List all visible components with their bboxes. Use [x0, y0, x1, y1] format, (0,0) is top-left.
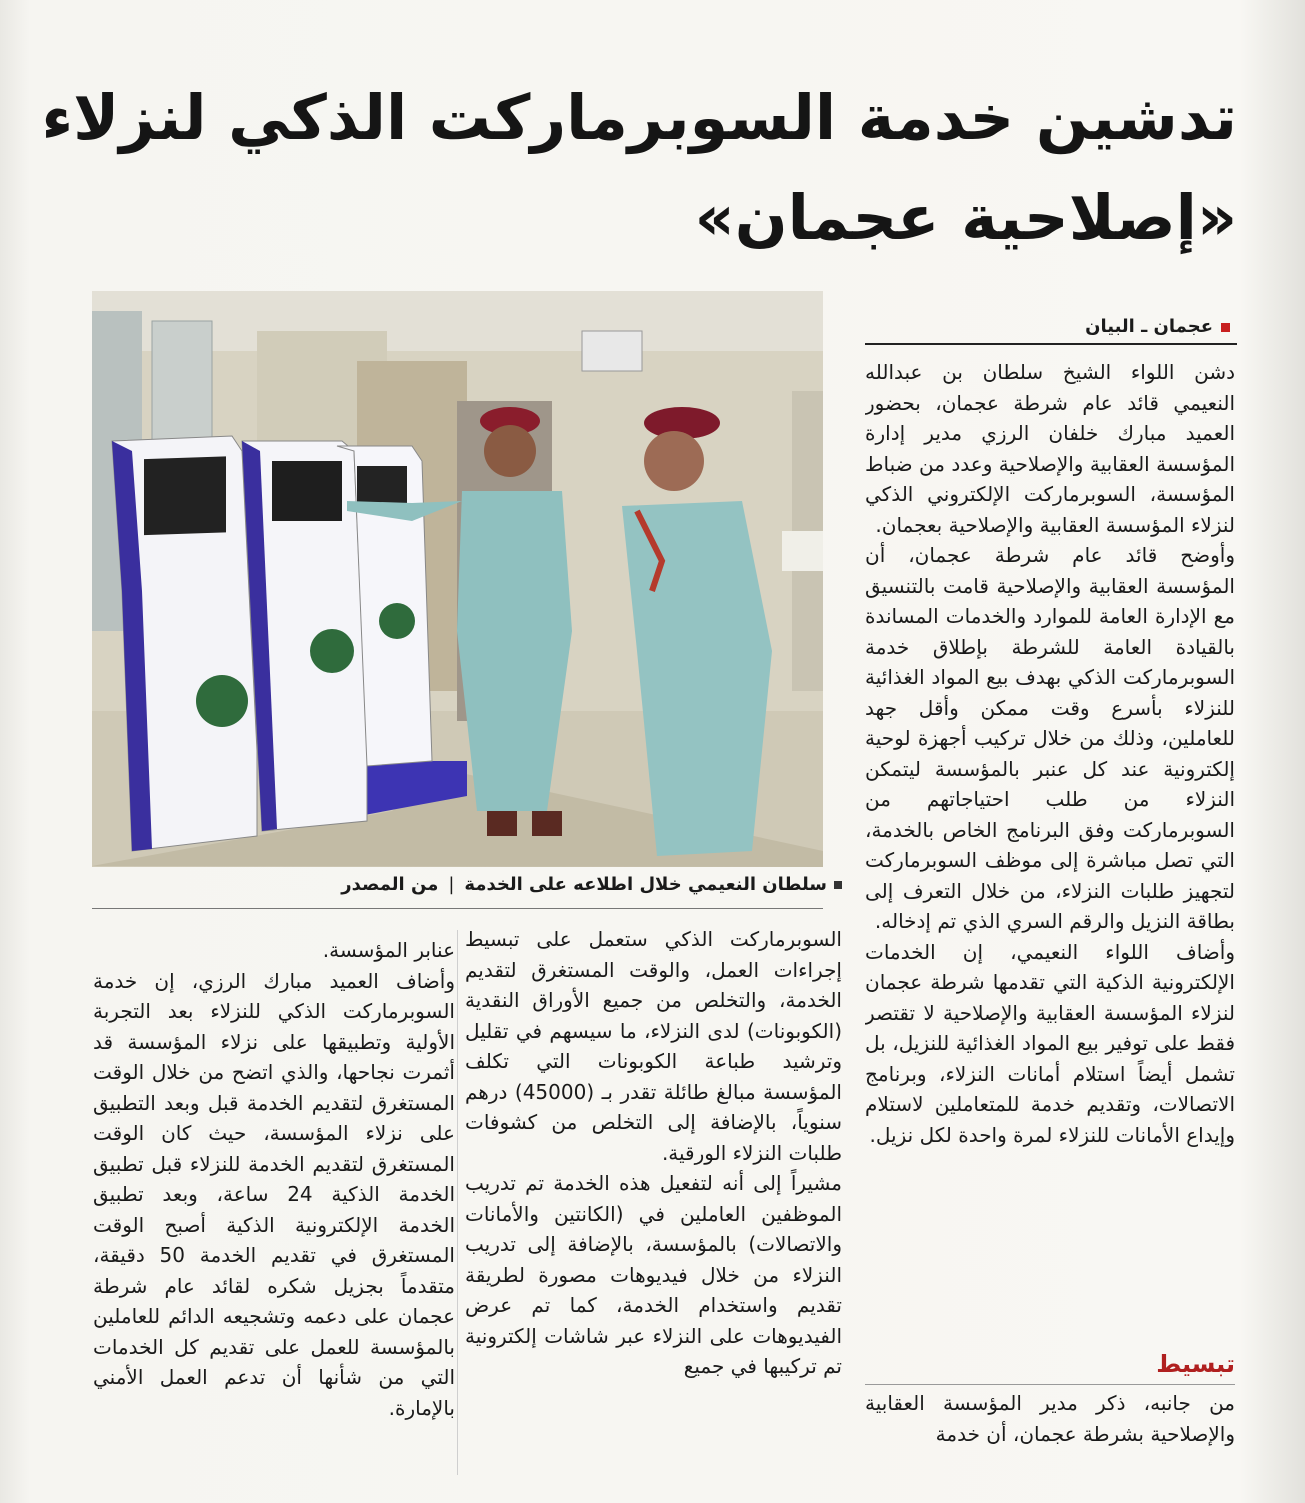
paragraph: مشيراً إلى أنه لتفعيل هذه الخدمة تم تدريب الموظفين العاملين في (الكانتين والأمانات والاتصالات) بالمؤسسة، بالإضافة إلى تدريب النزلاء من خلال فيديوهات مصورة لطريقة تقديم واستخدام الخدمة، كما تم عرض الفيديوهات على النزلاء عبر شاشات إلكترونية تم تركيبها في جميع: [465, 1171, 842, 1378]
caption-square-icon: [834, 881, 842, 889]
headline-line-2: «إصلاحية عجمان»: [694, 181, 1237, 254]
paragraph: وأوضح قائد عام شرطة عجمان، أن المؤسسة العقابية والإصلاحية قامت بالتنسيق مع الإدارة العامة للموارد والخدمات المساندة بالقيادة العامة للشرطة بإطلاق خدمة السوبرماركت الذكي بهدف بيع المواد الغذائية للنزلاء بأسرع وقت ممكن وأقل جهد للعاملين، وذلك من خلال تركيب أجهزة لوحية إلكترونية عند كل عنبر بالمؤسسة ليتمكن النزلاء من طلب احتياجاتهم من السوبرماركت وفق البرنامج الخاص بالخدمة، التي تصل مباشرة إلى موظف السوبرماركت لتجهيز طلبات النزلاء، من خلال التعرف إلى بطاقة النزيل والرقم السري الذي تم إدخاله.: [865, 543, 1235, 933]
article-column-middle: [465, 924, 842, 1484]
photo-illustration: [92, 291, 823, 867]
kiosk-2: [242, 441, 367, 831]
article-column-left: [93, 935, 455, 1475]
caption-separator: |: [448, 874, 455, 895]
subheading: تبسيط: [1156, 1350, 1235, 1378]
paragraph: من جانبه، ذكر مدير المؤسسة العقابية والإصلاحية بشرطة عجمان، أن خدمة: [865, 1391, 1235, 1446]
paragraph: وأضاف العميد مبارك الرزي، إن خدمة السوبرماركت الذكي للنزلاء بعد التجربة الأولية وتطبيقها على نزلاء المؤسسة قد أثمرت نجاحها، والذي اتضح من خلال الوقت المستغرق لتقديم الخدمة قبل وبعد التطبيق على نزلاء المؤسسة، حيث كان الوقت المستغرق لتقديم الخدمة للنزلاء قبل تطبيق الخدمة الذكية 24 ساعة، وبعد تطبيق الخدمة الإلكترونية الذكية أصبح الوقت المستغرق في تقديم الخدمة 50 دقيقة، متقدماً بجزيل شكره لقائد عام شرطة عجمان على دعمه وتشجيعه الدائم للعاملين بالمؤسسة للعمل على تقديم كل الخدمات التي من شأنها أن تدعم العمل الأمني بالإمارة.: [93, 968, 455, 1420]
headline-line-1: تدشين خدمة السوبرماركت الذكي لنزلاء: [41, 81, 1237, 154]
byline: [870, 316, 1230, 346]
article-column-right: [865, 357, 1235, 1307]
kiosk-1: [112, 436, 257, 851]
byline-text: عجمان ـ البيان: [1085, 316, 1213, 337]
subheading-rule: [865, 1384, 1235, 1385]
caption-credit: من المصدر: [341, 874, 439, 895]
caption-text: سلطان النعيمي خلال اطلاعه على الخدمة: [464, 874, 827, 895]
byline-rule: [865, 343, 1237, 345]
article-column-right-continued: [865, 1388, 1235, 1488]
paragraph: دشن اللواء الشيخ سلطان بن عبدالله النعيمي قائد عام شرطة عجمان، بحضور العميد مبارك خلفان الرزي مدير إدارة المؤسسة العقابية والإصلاحية وعدد من ضباط المؤسسة، السوبرماركت الإلكتروني الذكي لنزلاء المؤسسة العقابية والإصلاحية بعجمان.: [865, 360, 1235, 537]
caption-rule: [92, 908, 823, 909]
paragraph: عنابر المؤسسة.: [322, 938, 455, 962]
paragraph: وأضاف اللواء النعيمي، إن الخدمات الإلكترونية الذكية التي تقدمها شرطة عجمان لنزلاء المؤسسة العقابية والإصلاحية لا تقتصر فقط على توفير بيع المواد الغذائية للنزيل، بل تشمل أيضاً استلام أمانات النزلاء، وبرنامج الاتصالات، وتقديم خدمة للمتعاملين لاستلام وإيداع الأمانات للنزلاء لمرة واحدة لكل نزيل.: [865, 939, 1235, 1147]
photo-caption: [92, 874, 842, 904]
headline: [41, 68, 1237, 268]
byline-square-icon: [1221, 323, 1230, 332]
column-divider: [457, 930, 458, 1475]
article-photo: [92, 291, 823, 867]
paragraph: السوبرماركت الذكي ستعمل على تبسيط إجراءات العمل، والوقت المستغرق لتقديم الخدمة، والتخلص من جميع الأوراق النقدية (الكوبونات) لدى النزلاء، ما سيسهم في تقليل وترشيد طباعة الكوبونات التي تكلف المؤسسة مبالغ طائلة تقدر بـ (45000) درهم سنوياً، بالإضافة إلى التخلص من كشوفات طلبات النزلاء الورقية.: [465, 927, 842, 1165]
